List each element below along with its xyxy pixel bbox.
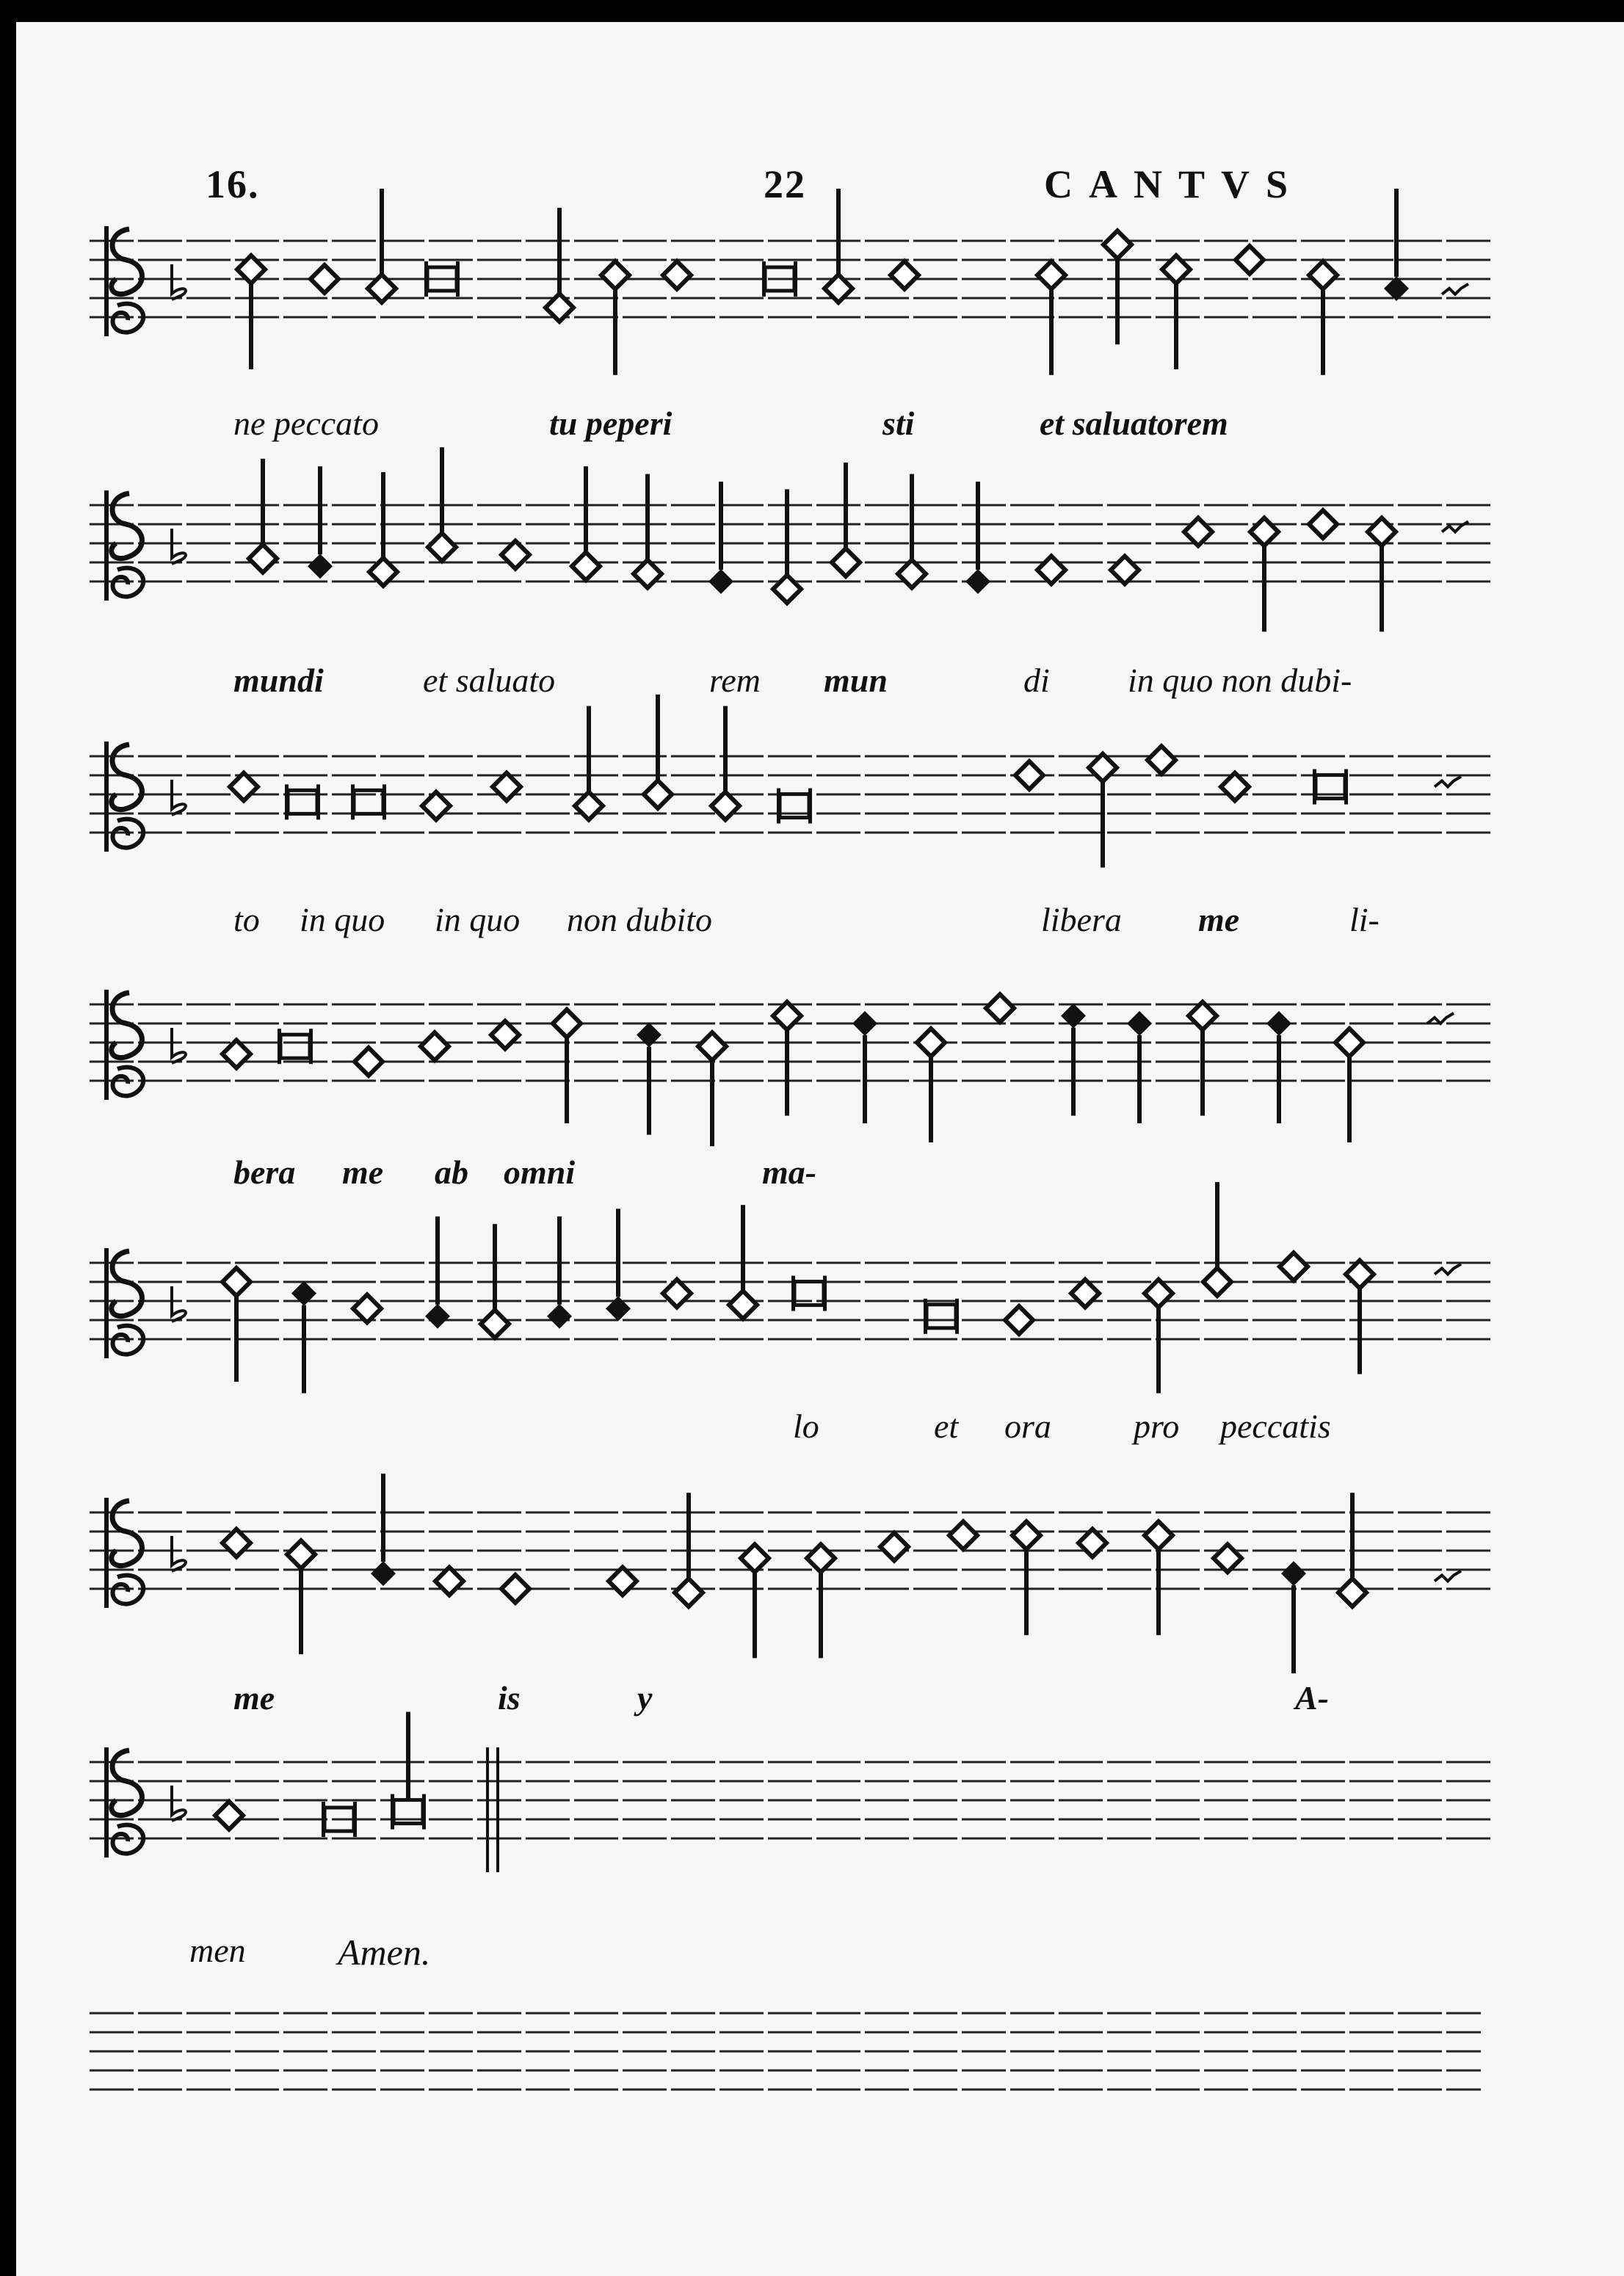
note (545, 208, 573, 322)
note (1384, 189, 1409, 301)
note (493, 773, 521, 801)
note (1071, 1280, 1099, 1308)
note (832, 463, 860, 576)
note (1442, 284, 1468, 294)
lyric: Amen. (338, 1932, 431, 1973)
note (1435, 1264, 1461, 1275)
note (353, 1294, 381, 1322)
lyric: mundi (233, 662, 324, 699)
note (777, 789, 812, 824)
note (1266, 1011, 1291, 1123)
note (663, 1280, 691, 1308)
lyric: in quo (435, 901, 521, 938)
lyric: pro (1134, 1407, 1180, 1445)
note (1089, 754, 1117, 868)
note (222, 1040, 250, 1068)
clef-icon (104, 990, 143, 1100)
note (698, 1032, 726, 1146)
note (1145, 1521, 1172, 1635)
note (924, 1299, 959, 1334)
lyric: me (233, 1679, 275, 1717)
note (1435, 777, 1461, 787)
note (949, 1521, 977, 1549)
note (547, 1217, 572, 1329)
voice-part-title: CANTVS (1044, 162, 1305, 206)
lyric: in quo (300, 901, 385, 938)
lyric: peccatis (1220, 1407, 1331, 1445)
lyric: me (1198, 901, 1240, 938)
lyric: in quo non dubi- (1128, 662, 1352, 699)
note (285, 784, 320, 819)
clef-icon (104, 1747, 143, 1858)
lyric: ab (435, 1153, 468, 1191)
lyric: ne peccato (233, 405, 379, 442)
note (708, 482, 733, 594)
note (807, 1544, 835, 1658)
note (1079, 1529, 1106, 1557)
note (501, 541, 529, 569)
clef-icon (104, 742, 143, 852)
note (986, 994, 1014, 1022)
note (215, 1802, 243, 1830)
note (1221, 773, 1249, 801)
lyric: tu peperi (549, 405, 673, 442)
note (791, 1276, 827, 1311)
note (1127, 1011, 1152, 1123)
clef-icon (104, 490, 143, 601)
lyric: mun (824, 662, 888, 699)
note (891, 261, 918, 289)
note (230, 773, 258, 801)
note (1184, 518, 1212, 546)
note (435, 1568, 463, 1595)
note (1015, 761, 1043, 789)
note (491, 1021, 519, 1049)
staff (90, 2013, 1481, 2090)
note (425, 1217, 450, 1329)
clef-icon (104, 1498, 143, 1608)
lyric: y (637, 1679, 653, 1717)
note (278, 1029, 313, 1064)
lyric: ma- (762, 1153, 817, 1191)
note (368, 189, 396, 302)
flat-icon (172, 1028, 186, 1063)
flat-icon (172, 529, 186, 564)
flat-icon (172, 264, 186, 300)
note (1427, 1013, 1454, 1023)
lyric: et saluatorem (1040, 405, 1228, 442)
note (1148, 746, 1175, 774)
note (1012, 1521, 1040, 1635)
note (852, 1011, 877, 1123)
note (880, 1533, 908, 1561)
note (634, 474, 661, 588)
note (1281, 1561, 1306, 1673)
lyric: me (342, 1153, 384, 1191)
note (773, 489, 801, 603)
note (501, 1575, 529, 1603)
note (1236, 246, 1264, 274)
note (1346, 1261, 1374, 1374)
staff (90, 1747, 1492, 1858)
staff (90, 226, 1492, 336)
note (1162, 255, 1190, 369)
note (1061, 1004, 1086, 1116)
note (824, 189, 852, 302)
page-number: 16. (206, 162, 260, 206)
clef-icon (104, 226, 143, 336)
note (249, 459, 277, 573)
note (711, 706, 739, 820)
note (917, 1029, 945, 1142)
note (609, 1568, 637, 1595)
flat-icon (172, 1286, 186, 1322)
lyric: omni (504, 1153, 576, 1191)
note (1145, 1280, 1172, 1393)
music-notation (16, 22, 1624, 2276)
flat-icon (172, 780, 186, 815)
lyric: li- (1349, 901, 1380, 938)
score-page (16, 22, 1624, 2276)
flat-icon (172, 1536, 186, 1571)
lyric: et saluato (423, 662, 556, 699)
clef-icon (104, 1248, 143, 1358)
note (1313, 769, 1348, 805)
note (311, 265, 338, 293)
lyric: bera (233, 1153, 296, 1191)
note (391, 1712, 426, 1830)
note (1005, 1306, 1033, 1334)
note (421, 1032, 449, 1060)
note (663, 261, 691, 289)
note (422, 792, 450, 820)
note (1435, 1571, 1461, 1581)
final-barline (486, 1747, 499, 1872)
note (369, 472, 397, 586)
note (1037, 556, 1065, 584)
note (1203, 1182, 1231, 1296)
note (773, 1002, 801, 1116)
note (741, 1544, 769, 1658)
note (1111, 556, 1139, 584)
note (222, 1268, 250, 1382)
note (237, 255, 265, 369)
note (575, 706, 603, 820)
note (1368, 518, 1396, 631)
staff (90, 742, 1492, 852)
lyric: et (934, 1407, 959, 1445)
note (965, 482, 990, 594)
note (637, 1023, 661, 1135)
lyric: rem (709, 662, 761, 699)
note (898, 474, 926, 588)
signature-mark: 22 (764, 162, 806, 206)
lyric: ora (1004, 1407, 1051, 1445)
note (222, 1529, 250, 1557)
lyric: di (1023, 662, 1050, 699)
note (1309, 510, 1337, 538)
note (355, 1048, 383, 1076)
note (644, 695, 672, 808)
lyric: non dubito (567, 901, 713, 938)
note (291, 1281, 316, 1393)
lyric: libera (1041, 901, 1122, 938)
lyric: to (233, 901, 260, 938)
lyric: sti (882, 405, 915, 442)
lyric: is (498, 1679, 521, 1717)
note (1103, 231, 1131, 344)
note (1280, 1253, 1308, 1280)
note (1335, 1029, 1363, 1142)
note (553, 1010, 581, 1123)
note (606, 1208, 631, 1321)
note (1214, 1544, 1241, 1572)
note (1189, 1002, 1217, 1116)
lyric: lo (793, 1407, 819, 1445)
flat-icon (172, 1786, 186, 1821)
note (1250, 518, 1278, 631)
lyric: men (189, 1932, 246, 1969)
lyric: A- (1295, 1679, 1329, 1717)
note (351, 784, 386, 819)
note (287, 1540, 315, 1654)
